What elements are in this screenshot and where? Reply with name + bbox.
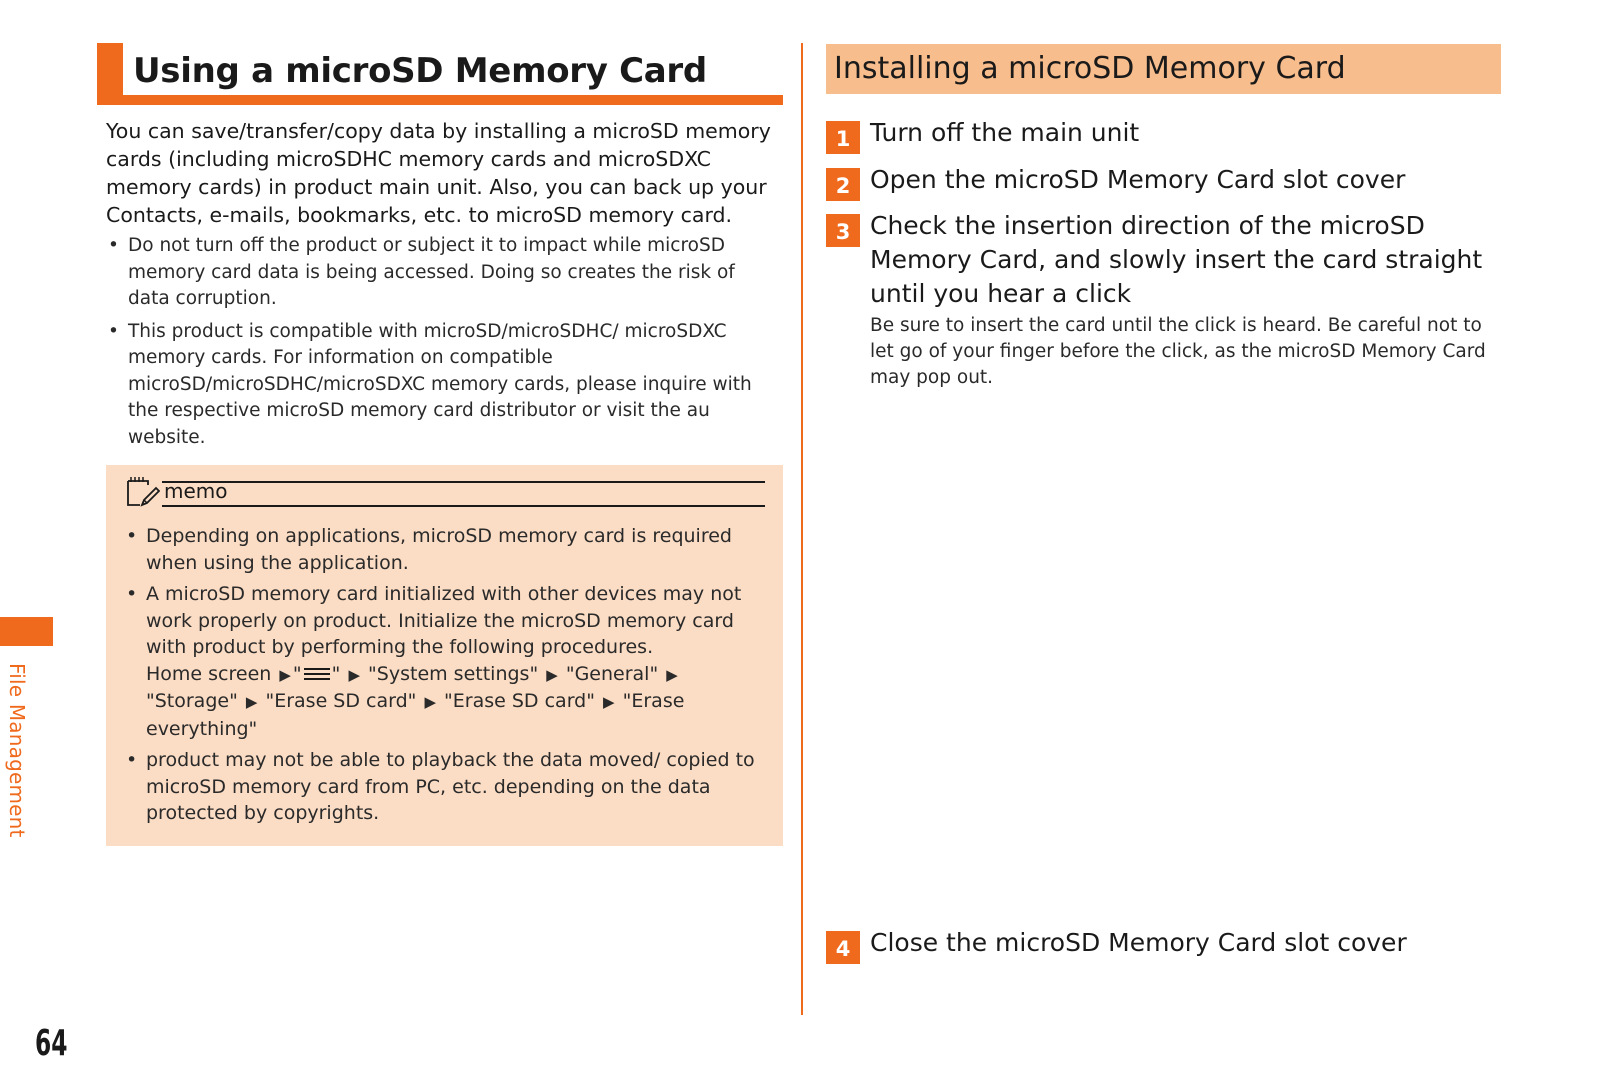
step-title: Check the insertion direction of the microSD Memory Card, and slowly insert the card straight until you hear a click bbox=[870, 211, 1483, 308]
step-number: 4 bbox=[826, 931, 860, 964]
list-item-text: A microSD memory card initialized with other devices may not work properly on product. Initialize the microSD memory card with product by performing the following procedures. bbox=[146, 583, 742, 658]
step-number: 1 bbox=[826, 121, 860, 154]
quote-mark: " bbox=[331, 662, 341, 685]
procedure-general: "General" bbox=[565, 662, 659, 685]
procedure-erase-sd-card-confirm: "Erase SD card" bbox=[444, 690, 595, 712]
left-column bbox=[97, 43, 783, 846]
step-note: Be sure to insert the card until the click is heard. Be careful not to let go of your finger before the click, as the microSD Memory Card may pop out. bbox=[870, 315, 1486, 388]
list-item: • product may not be able to playback the data moved/ copied to microSD memory card from PC, etc. depending on the data protected by copyrights. bbox=[126, 749, 755, 824]
list-item: • Depending on applications, microSD memory card is required when using the application. bbox=[126, 525, 732, 574]
page-title-block bbox=[97, 43, 783, 105]
procedure-system-settings: "System settings" bbox=[368, 662, 539, 685]
memo-header bbox=[124, 475, 765, 509]
list-item: • This product is compatible with microSD/microSDHC/ microSDXC memory cards. For information on compatible microSD/microSDHC/microSDXC memory cards, please inquire with the respective microSD memory card distributor or visit the au website. bbox=[108, 320, 752, 448]
memo-label: memo bbox=[164, 479, 228, 503]
step-number: 3 bbox=[826, 214, 860, 247]
step-title: Turn off the main unit bbox=[870, 118, 1140, 147]
memo-list bbox=[124, 523, 764, 827]
chapter-tab-marker bbox=[0, 617, 53, 646]
arrow-icon: ▶ bbox=[245, 693, 258, 711]
section-title: Installing a microSD Memory Card bbox=[834, 51, 1346, 86]
arrow-icon: ▶ bbox=[348, 665, 360, 684]
procedure-home: Home screen bbox=[146, 662, 272, 685]
list-item-text: Depending on applications, microSD memory card is required when using the application. bbox=[146, 525, 732, 574]
list-item: • Do not turn off the product or subject it to impact while microSD memory card data is being accessed. Doing so creates the risk of data corruption. bbox=[108, 235, 735, 309]
arrow-icon: ▶ bbox=[546, 665, 558, 684]
arrow-icon: ▶ bbox=[666, 665, 678, 684]
list-item-text: product may not be able to playback the data moved/ copied to microSD memory card from PC, etc. depending on the data protected by copyrights. bbox=[146, 749, 755, 824]
procedure-erase-everything: "Erase everything" bbox=[146, 690, 685, 740]
list-item-text: Do not turn off the product or subject it to impact while microSD memory card data is being accessed. Doing so creates the risk of data corruption. bbox=[128, 235, 735, 309]
list-item-text: This product is compatible with microSD/microSDHC/ microSDXC memory cards. For information on compatible microSD/microSDHC/microSDXC memory cards, please inquire with the respective microSD memory card distributor or visit the au website. bbox=[128, 320, 752, 448]
intro-paragraph: You can save/transfer/copy data by installing a microSD memory cards (including microSDHC memory cards and microSDXC memory cards) in product main unit. Also, you can back up your Contacts, e-mails, bookmarks, etc. to microSD memory card. bbox=[106, 119, 771, 227]
memo-rule-bottom bbox=[162, 505, 765, 507]
arrow-icon: ▶ bbox=[424, 693, 436, 711]
step-title: Close the microSD Memory Card slot cover bbox=[870, 928, 1407, 957]
quote-mark: " bbox=[292, 662, 302, 685]
section-header bbox=[826, 44, 1501, 94]
memo-box bbox=[106, 465, 783, 846]
column-divider bbox=[801, 43, 803, 1015]
arrow-icon: ▶ bbox=[279, 665, 291, 684]
right-column bbox=[826, 44, 1501, 961]
page-number: 64 bbox=[35, 1023, 68, 1064]
procedure-erase-sd-card: "Erase SD card" bbox=[265, 690, 417, 712]
arrow-icon: ▶ bbox=[603, 693, 615, 711]
memo-icon bbox=[124, 475, 160, 509]
page-title: Using a microSD Memory Card bbox=[133, 51, 707, 91]
caution-list bbox=[106, 233, 778, 451]
memo-rule-top bbox=[162, 481, 765, 483]
list-item: • A microSD memory card initialized with other devices may not work properly on product. Initialize the microSD memory card with product by performing the following procedures. Home screen ▶ " " ▶ "System settings" ▶ "General" ▶ "Storage" ▶ "Erase SD card" ▶ "Erase SD card" ▶ "Erase everything" bbox=[126, 583, 742, 740]
menu-icon bbox=[302, 665, 332, 683]
step-title: Open the microSD Memory Card slot cover bbox=[870, 165, 1406, 194]
step-number: 2 bbox=[826, 168, 860, 201]
chapter-label: File Management bbox=[5, 663, 29, 838]
procedure-storage: "Storage" bbox=[146, 690, 238, 712]
